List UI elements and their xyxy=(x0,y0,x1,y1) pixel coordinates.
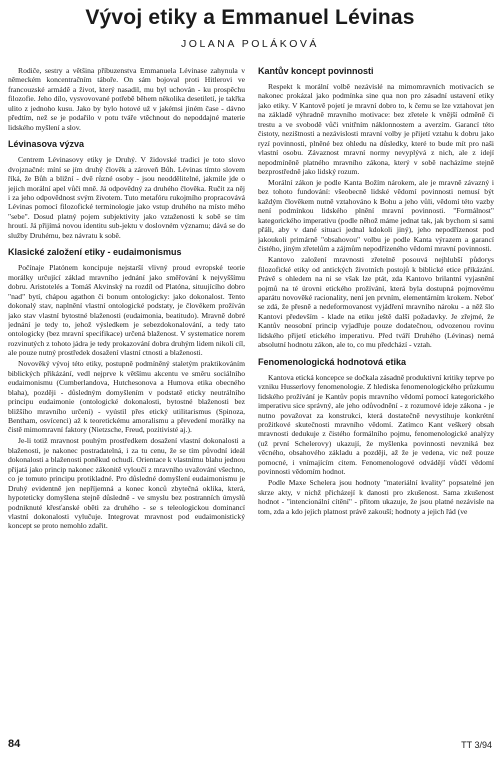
article-author: JOLANA POLÁKOVÁ xyxy=(181,38,319,50)
left-column xyxy=(8,66,245,726)
issue-label: TT 3/94 xyxy=(461,740,492,750)
paragraph: Kantova etická koncepce se dočkala zásadně produktivní kritiky teprve po vzniku Husserlovy fenomenologie. Z hlediska fenomenologického průzkumu lidského prožívání je Kantův popis mravního vědomí pomocí kategorického imperativu sice správný, ale jeho odůvodnění - z rozumové ideje zákona - je nutno považovat za konstrukci, která dostatečně nevystihuje konkrétní prožitkové skutečnosti mravního vědomí. Zatímco Kant veškerý obsah mravnosti dedukuje z čistého formálního pojmu, fenomenologické analýzy (už první Schelerovy) ukazují, že myšlenka povinnosti nevzniká bez věcného, obsahového základu a později, až že je vedena, vic než pouze pomocné, i vnímajícím citem. Fenomenologové odvádějí vůdčí vědomí povinnosti vědomím hodnot. xyxy=(258,372,494,477)
paragraph: Počínaje Platónem koncipuje nejstarší vlivný proud evropské teorie morálky určující základ mravního jednání jako směřování k nejvyššímu dobru. Aristotelés a Tomáš Akvinský na rozdíl od Platóna, situujícího dobro "nad" bytí, chápou agathon či bonum ontologicky: jako dokonalost. Tento dokonalý stav, naplnění vlastní ontologické podstaty, je člověkem prožíván jako stav vlastní bytostné blaženosti (eudaimonia, beatitudo). Mravně dobré jednání je tedy to, jehož výsledkem je sebezdokonalování, a tedy tato ontologicky (bez mravní specifikace) určená blaženost. V systematice norem rozvinutých z tohoto jádra je tedy prokazování dobra druhým lidem nikoli cíl, ale pouze nutný prostředek dosažení vlastní ctnosti a blaženosti. xyxy=(8,263,245,358)
section-heading: Fenomenologická hodnotová etika xyxy=(258,356,407,367)
paragraph: Novověký vývoj této etiky, postupně podmíněný staletým praktikováním biblických přikázání, vedl nejprve k většímu akcentu ve směru sociálního eudaimonismu (Cumberlandova, Hutchesonova a Humova etika obecného blaha), později - důsledným domyšlením v podstatě eticky neutrálního principu eudaimonie (ontologické dokonalosti, bytostné blaženosti bez bližšího mravního určení) - vyústil přes etický utilitarismus (Spinoza, Bentham, osvícenci) až k teoretickému amoralismu a převedení morálky na čistě mimomravní faktory (Nietzsche, Freud, pozitivisté aj.). xyxy=(8,359,245,435)
paragraph: Je-li totiž mravnost pouhým prostředkem dosažení vlastní dokonalosti a blaženosti, je nakonec postradatelná, i za tu cenu, že se tím původní ideál dokonalosti a blaženosti poněkud ochudí. Orientace k vlastnímu blahu jednou přijatá jako princip nakonec zákonitě vyloučí z mravního uvažování všechno, co je tomuto principu protikladné. Pro důsledné domyšlení eudaimonismu je Druhý evidentně jen nepříjemná a konec konců zbytečná oklika, která, hypoteticky domyšlena stejně důsledně - ve smyslu bez postranních úmyslů podniknuté křesťanské oběti za druhého - se s teleologickou dominancí vlastní dokonalosti vylučuje. Integrovat mravnost pod eudaimonistický koncept se proto nemohlo zdařit. xyxy=(8,436,245,531)
paragraph: Rodiče, sestry a většina příbuzenstva Emmanuela Lévinase zahynula v německém koncentračním táboře. On sám bojoval proti Hitlerovi ve francouzské armádě a život, který nasadil, mu byl uchován - ku prospěchu filozofie. Jeho dílo, vysvovované potřebě během několika desetiletí, je takřka ulito z jednoho kusu. Jako by bylo hotové už v jakémsi jiném čase - dávno předtím, než se je podařilo v potu tváře vtěchnout do nepoddajné materie lidského myšlení a slov. xyxy=(8,66,245,132)
section-heading: Kantův koncept povinnosti xyxy=(258,66,374,76)
article-title: Vývoj etiky a Emmanuel Lévinas xyxy=(85,6,415,29)
paragraph: Respekt k morální volbě nezávislé na mimomravních motivacích se nakonec prokázal jako podmínka sine qua non pro zásadní ustavení etiky jako etiky. V Kantově pojetí je mravní dobro to, k čemu se lze vztahovat jen na základě výhradně mravního motivace: bez zřetele k vnější odměně či trestu a ve svobodě vůči vnitřním náklonnostem a averzím. Garancí této čistoty, nezištnosti a nezávislosti mravní volby je přijetí vztahu k dobru jako ryzí povinnosti, plněné bez ohledu na důsledky, které to bude mít pro naši vlastní osobu. Závaznost mravní normy nevyplývá z nich, ale z idejí nepodmíněně platného mravního zákona, který v sobě nacházíme stejně bezprostředně jako lidský rozum. xyxy=(258,82,494,177)
section-heading: Lévinasova výzva xyxy=(8,139,85,150)
section-heading: Klasické založení etiky - eudaimonismus xyxy=(8,247,182,258)
right-column xyxy=(258,66,494,726)
paragraph: Morální zákon je podle Kanta Božím nárokem, ale je mravně závazný i bez tohoto fundování: všeobecně lidské vědomí povinnosti nemusí být každým člověkem nutně vztahováno k Bohu a jeho vůli, vědomí této vazby není podmínkou lidského plnění mravní povinnosti. "Formálnost" kategorického imperativu (podle něhož máme jednat tak, jak bychom si sami přáli, aby v dané situaci jednal kdokoli jiný), jeho nepodřízenost pod jakoukoli primárně "obsahovou" volbu je podle Kanta výrazem a garancí čistého, jiným zřetelům a zájmům nepodřízeného vědomí mravní povinnosti. xyxy=(258,178,494,254)
paragraph: Podle Maxe Schelera jsou hodnoty "materiální kvality" popsatelné jen skrze akty, v nichž přicházejí k danosti pro zkušenost. Sama zkušenost hodnot - "intencionální cítění" - přitom ukazuje, že jsou platné nezávisle na tom, zda a kdo jejich platnost právě zakouší; hodnoty a jejich řád (ve xyxy=(258,478,494,516)
paragraph: Centrem Lévinasovy etiky je Druhý. V židovské tradici je toto slovo dvojznačné: míní se jím druhý člověk a zároveň Bůh. Lévinas tímto slovem říká, že Bůh a bližní - dvě různé osoby - jsou neoddělitelné, jakmile jde o jejich morální apel vůči mně. Já odpovědný za druhého člověka. Ručit za něj i za jeho odpovědnost svým životem. Tuto metafóru rukojmího propracovává Lévinas pomocí filozofické terminologie jako vstup druhého na místo mého "sebe". Dosud platný pojem subjektivity jako vztaženosti k sobě se tím hroutí. Já přijímá novou identitu sub-jektu v doslovném významu; dává se do služby Druhému, bez návratu k sobě. xyxy=(8,155,245,240)
paragraph: Kantovo založení mravnosti zřetelně posouvá nejhlubší půdorys filozofické etiky od antických životních postojů k biblické etice přikázání. Právě s ohledem na ni se však lze ptát, zda Kantovo brilantní vyjasnění pojmů na té úrovni etického prožívání, která byla dostupná pojmovému aparátu novověké racionality, není jen prvním, elementárním krokem. Neboť se zdá, že přesně a nedeformovanost vyjádření mravního nároku - a něž šlo Kantovi především - klade na etiku ještě další požadavky. Je zřejmé, že Kantův neosobní princip vyjadřuje pouze dodatečnou, odvozenou rovinu lidského přijetí etického imperativu. Před tváří Druhého (Lévinas) nemá absolutní hodnotu zákon, ale to, co mu předchází - vztah. xyxy=(258,255,494,350)
page-number: 84 xyxy=(8,738,21,750)
